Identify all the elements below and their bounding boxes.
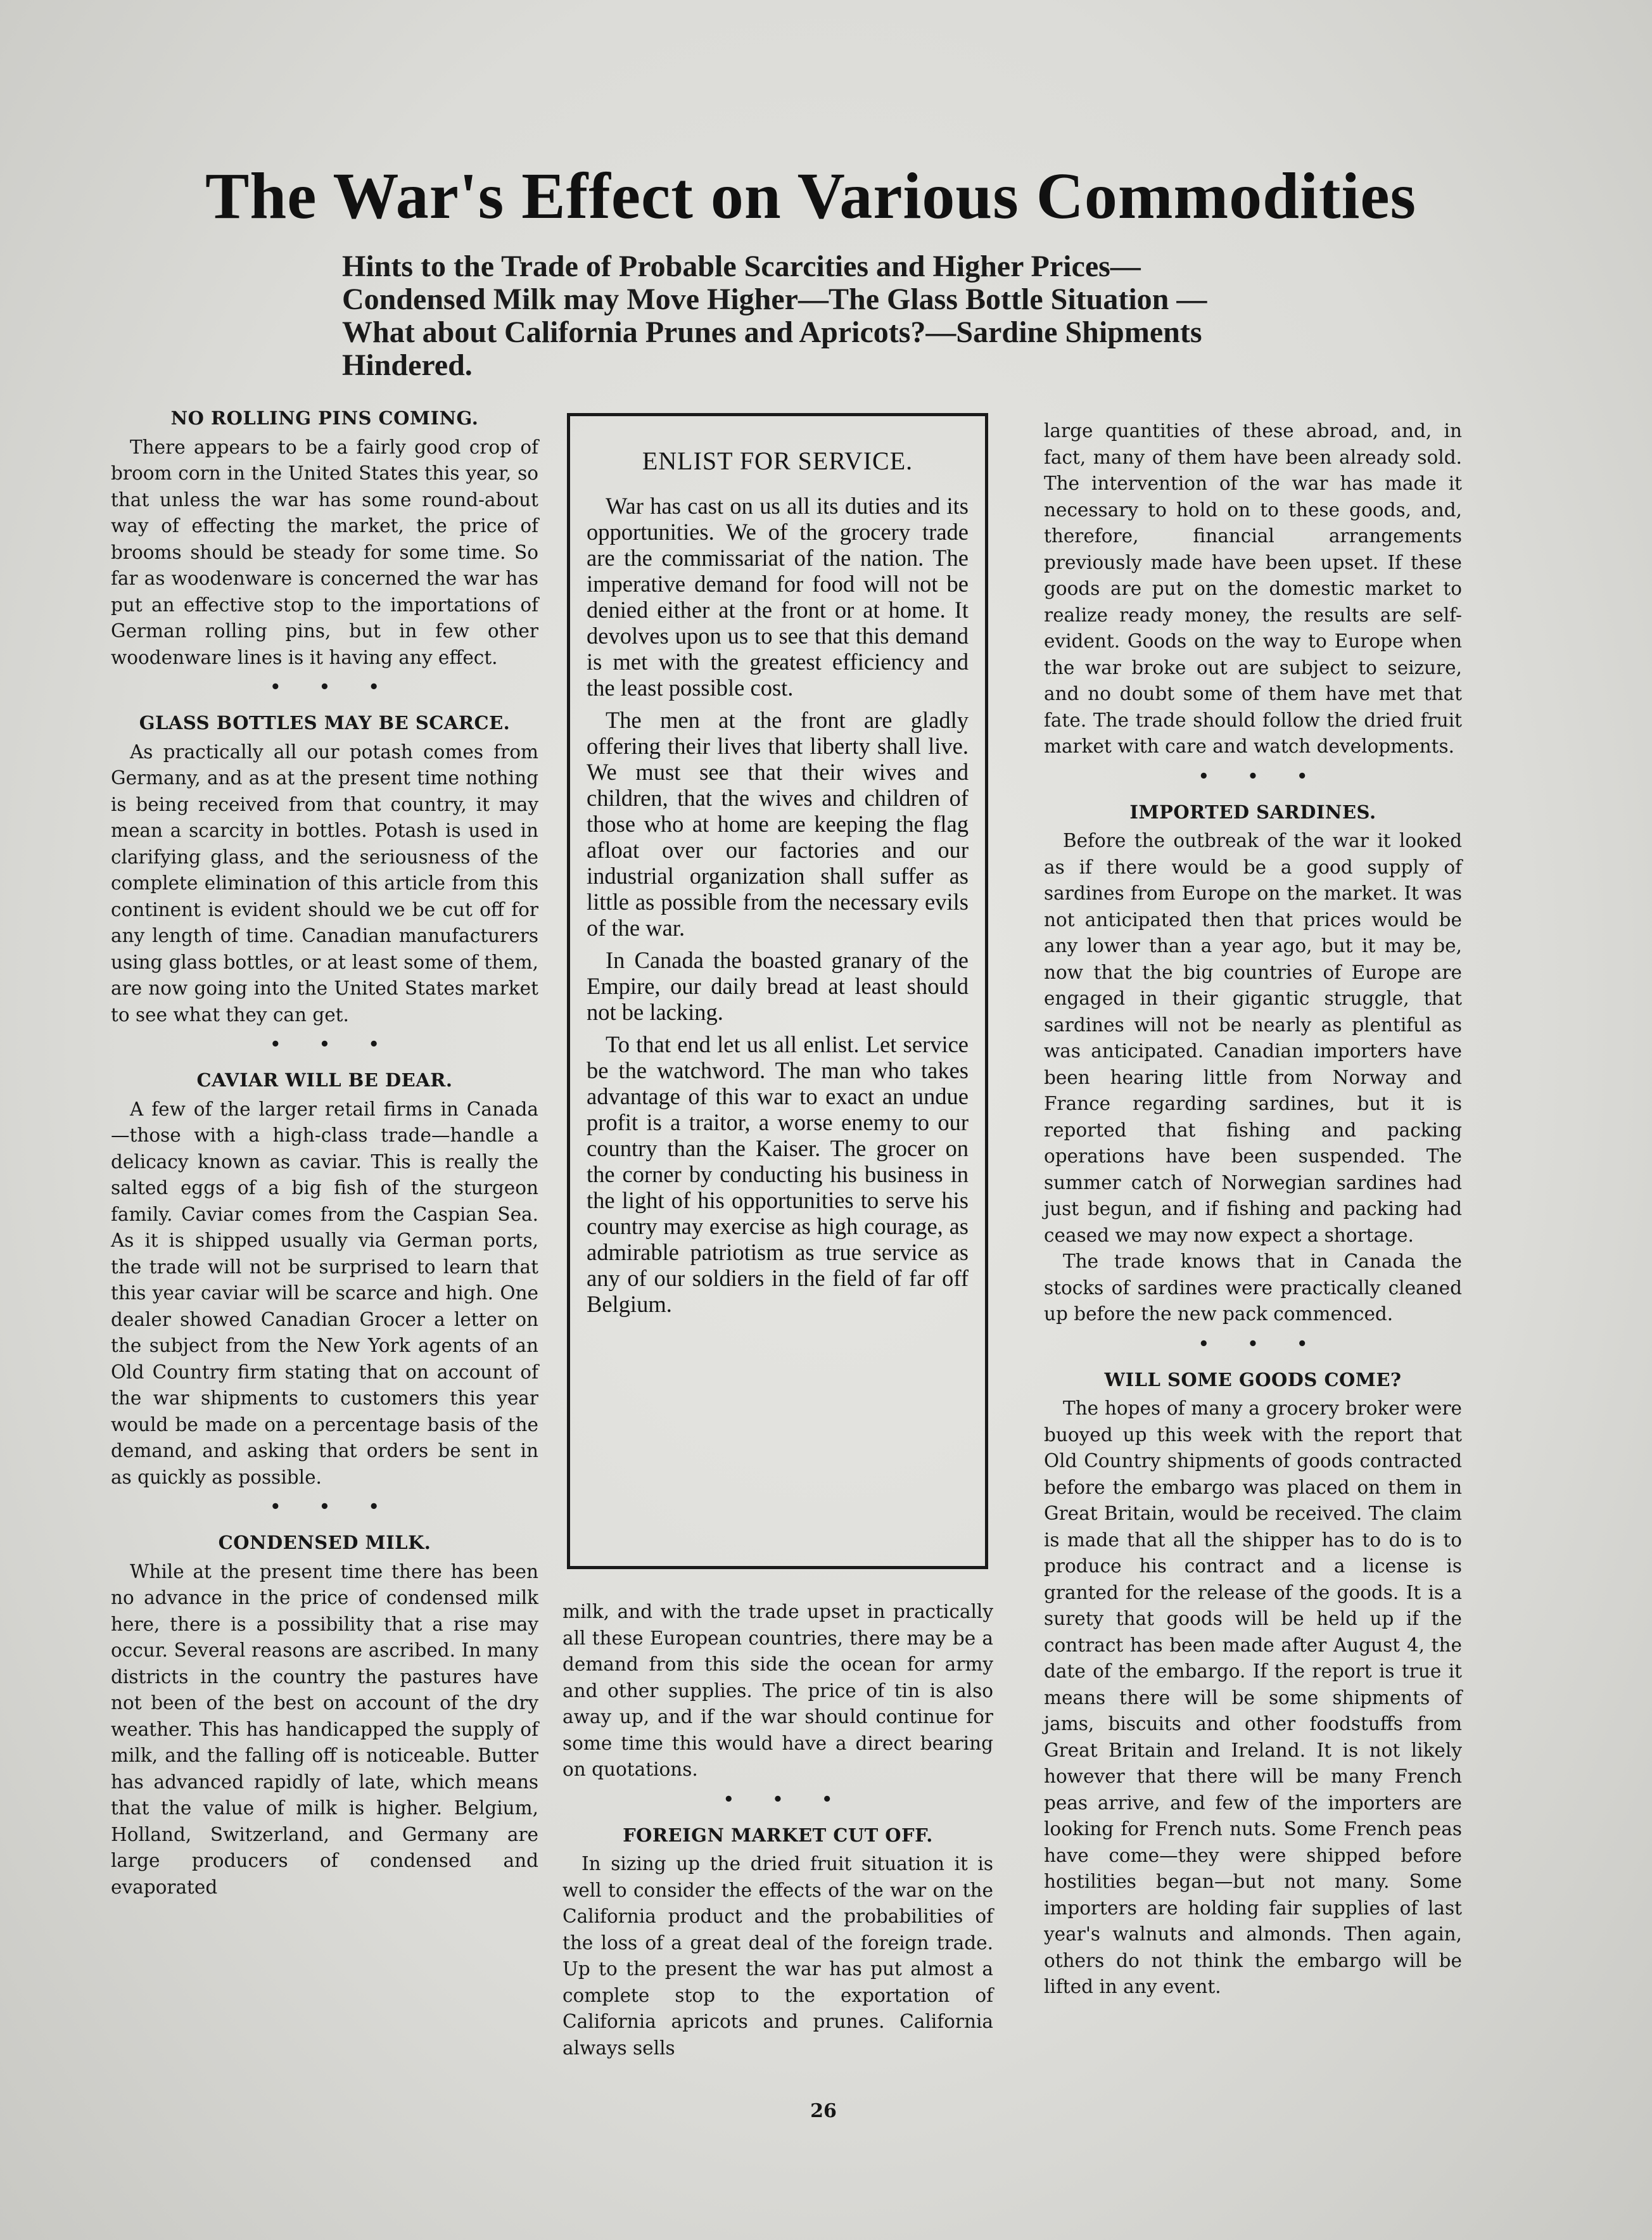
section-divider: • • • [270,1035,396,1054]
section-heading: IMPORTED SARDINES. [1129,801,1376,823]
editorial-paragraph: The men at the front are gladly offering their lives that liberty shall live. We must see that their wives and children, that the wives and children of those who at home are keeping the flag afloat over our factories and our industrial organization shall suffer as little as possible from the necessary evils of the war. [587,707,969,941]
column-right [1044,418,1462,2001]
enlist-editorial-box [567,413,988,1569]
section-divider: • • • [270,678,396,697]
section-body: There appears to be a fairly good crop of broom corn in the United States this year, so that unless the war has some round-about way of effecting the market, the price of brooms should be steady for some time. So far as woodenware is concerned the war has put an effective stop to the importations of German rolling pins, but in few other woodenware lines is it having any effect. [111,436,538,668]
column-middle-lower [562,1599,993,2061]
section-heading: CONDENSED MILK. [218,1532,431,1553]
section-body: Before the outbreak of the war it looked as if there would be a good supply of sardines from Europe on the market. It was not anticipated then that prices would be any lower than a year ago, but it may be, now that the big countries of Europe are engaged in their gigantic struggle, that sardines will not be nearly as plentiful as was anticipated. Canadian importers have been hearing little from Norway and France regarding sardines, but it is reported that fishing and packing operations have been suspended. The summer catch of Norwegian sardines had just begun, and if fishing and packing had ceased we may now expect a shortage. [1044,830,1462,1246]
section-heading: CAVIAR WILL BE DEAR. [196,1069,453,1091]
page-number: 26 [810,2100,837,2122]
column-left [111,405,538,1900]
section-body: As practically all our potash comes from Germany, and as at the present time nothing is being received from that country, it may mean a scarcity in bottles. Potash is used in clarifying glass, and the seriousness of the complete elimination of this article from this continent is evident should we be cut off for any length of time. Canadian manufacturers using glass bottles, or at least some of them, are now going into the United States market to see what they can get. [111,741,538,1026]
section-body: The trade knows that in Canada the stocks of sardines were practically cleaned up before the new pack commenced. [1044,1250,1462,1325]
section-body-continued: milk, and with the trade upset in practically all these European countries, there may be a demand from this side the ocean for army and other supplies. The price of tin is also away up, and if the war should continue for some time this would have a direct bearing on quotations. [562,1601,993,1780]
article-title: The War's Effect on Various Commodities [205,160,1416,232]
section-body: In sizing up the dried fruit situation it is well to consider the effects of the war on the California product and the probabilities of the loss of a great deal of the foreign trade. Up to the present the war has put almost a complete stop to the exportation of California apricots and prunes. California always sells [562,1853,993,2059]
section-heading: FOREIGN MARKET CUT OFF. [623,1824,933,1846]
section-body-continued: large quantities of these abroad, and, in fact, many of them have been already sold. The intervention of the war has made it necessary to hold on to these goods, and, therefore, financial arrangements previously made have been upset. If these goods are put on the domestic market to realize ready money, the results are self-evident. Goods on the way to Europe when the war broke out are subject to seizure, and no doubt some of them have met that fate. The trade should follow the dried fruit market with care and watch developments. [1044,420,1462,757]
editorial-paragraph: War has cast on us all its duties and its opportunities. We of the grocery trade are the commissariat of the nation. The imperative demand for food will not be denied either at the front or at home. It devolves upon us to see that this demand is met with the greatest efficiency and the least possible cost. [587,493,969,701]
section-heading: WILL SOME GOODS COME? [1104,1368,1402,1390]
section-divider: • • • [723,1790,849,1809]
editorial-paragraph: In Canada the boasted granary of the Empire, our daily bread at least should not be lacking. [587,947,969,1025]
section-divider: • • • [270,1498,396,1517]
editorial-paragraph: To that end let us all enlist. Let service be the watchword. The man who takes advantage of this war to exact an undue profit is a traitor, a worse enemy to our country than the Kaiser. The grocer on the corner by conducting his business in the light of his opportunities to serve his country may exercise as high courage, as admirable patriotism as true service as any of our soldiers in the field of far off Belgium. [587,1031,969,1317]
editorial-heading: ENLIST FOR SERVICE. [642,447,913,475]
section-body: A few of the larger retail firms in Canada—those with a high-class trade—handle a delicacy known as caviar. This is really the salted eggs of a big fish of the sturgeon family. Caviar comes from the Caspian Sea. As it is shipped usually via German ports, the trade will not be surprised to learn that this year caviar will be scarce and high. One dealer showed Canadian Grocer a letter on the subject from the New York agents of an Old Country firm stating that on account of the war shipments to customers this year would be made on a percentage basis of the demand, and asking that orders be sent in as quickly as possible. [111,1098,538,1488]
section-heading: NO ROLLING PINS COMING. [170,407,479,429]
section-body: While at the present time there has been no advance in the price of condensed milk here, there is a possibility that a rise may occur. Several reasons are ascribed. In many districts in the country the pastures have not been of the best on account of the dry weather. This has handicapped the supply of milk, and the falling off is noticeable. Butter has advanced rapidly of late, which means that the value of milk is higher. Belgium, Holland, Switzerland, and Germany are large producers of condensed and evaporated [111,1560,538,1898]
section-body: The hopes of many a grocery broker were buoyed up this week with the report that Old Country shipments of goods contracted before the embargo was placed on them in Great Britain, would be received. The claim is made that all the shipper has to do is to produce his contract and a license is granted for the release of the goods. It is a surety that goods will be held up if the contract has been made after August 4, the date of the embargo. If the report is true it means there will be some shipments of jams, biscuits and other foodstuffs from Great Britain and Ireland. It is not likely however that there will be many French peas arrive, and few of the importers are looking for French nuts. Some French peas have come—they were shipped before hostilities began—but not many. Some importers are holding fair supplies of last year's walnuts and almonds. Then again, others do not think the embargo will be lifted in any event. [1044,1397,1462,1997]
article-subtitle: Hints to the Trade of Probable Scarcities and Higher Prices—Condensed Milk may Move Higher—The Glass Bottle Situation —What about California Prunes and Apricots?—Sardine Shipments Hindered. [342,250,1207,382]
section-divider: • • • [1198,1334,1324,1354]
section-divider: • • • [1198,767,1324,786]
section-heading: GLASS BOTTLES MAY BE SCARCE. [139,712,511,734]
